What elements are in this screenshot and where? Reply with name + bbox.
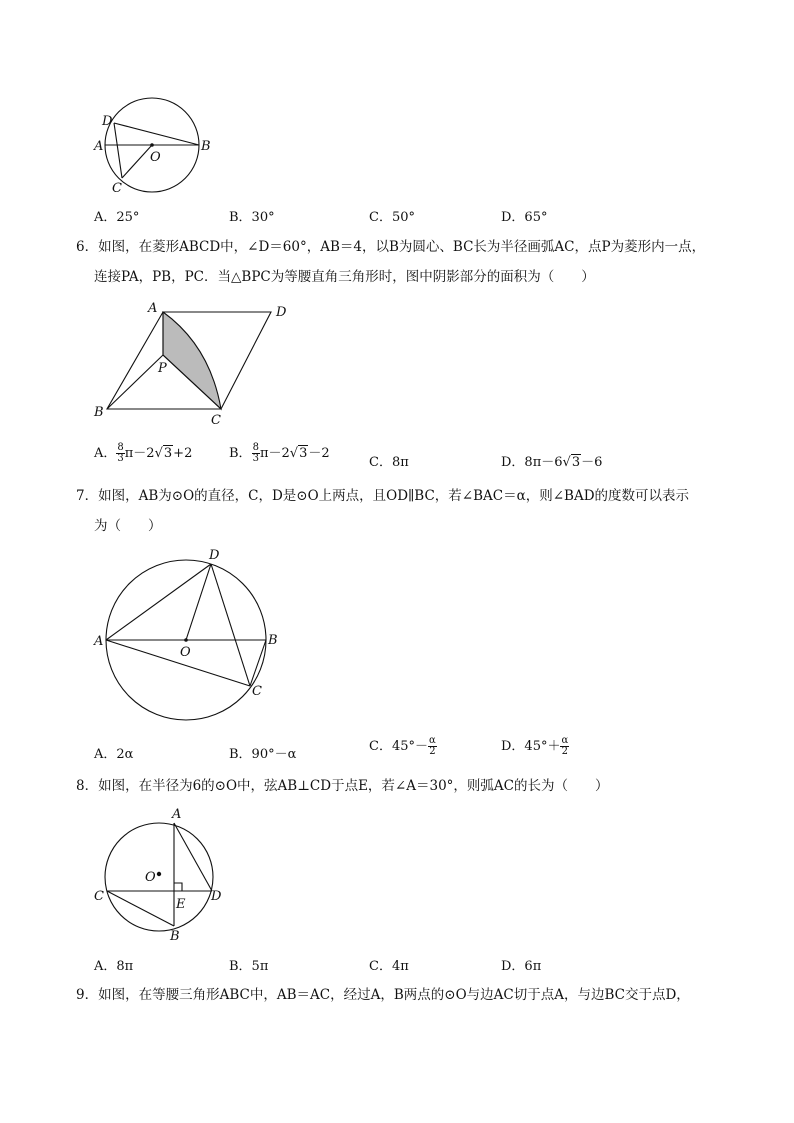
q6-stem-line1: 6．如图，在菱形ABCD中，∠D＝60°，AB＝4，以B为圆心、BC长为半径画弧AC，点P为菱形内一点， <box>76 239 706 255</box>
q8-right-angle-mark <box>174 883 182 891</box>
q7-label-a: A <box>94 634 104 649</box>
q8-stem-line1: 8．如图，在半径为6的⊙O中，弦AB⊥CD于点E，若∠A＝30°，则弧AC的长为（ ） <box>76 778 609 794</box>
q5-option-a[interactable]: A．25° <box>94 210 140 225</box>
q6-label-d: D <box>276 305 287 320</box>
q5-figure <box>85 95 215 205</box>
q7-option-a[interactable]: A．2α <box>94 747 134 762</box>
q8-option-b[interactable]: B．5π <box>229 959 269 974</box>
q8-circle <box>105 823 213 931</box>
q6-option-c[interactable]: C．8π <box>369 455 409 470</box>
q8-option-a[interactable]: A．8π <box>94 959 134 974</box>
q7-option-c-fraction: $\frac{\alpha}{2}$ <box>429 735 436 757</box>
q6-label-b: B <box>94 405 104 420</box>
q6-figure <box>88 298 298 430</box>
q8-chord-cb <box>107 891 174 926</box>
q5-label-c: C <box>112 181 122 196</box>
q7-stem-line1: 7．如图，AB为⊙O的直径，C，D是⊙O上两点，且OD∥BC，若∠BAC＝α，则∠BAD的度数可以表示 <box>76 488 690 504</box>
q7-option-d-fraction: $\frac{\alpha}{2}$ <box>561 735 569 757</box>
q8-figure <box>90 804 240 944</box>
q8-center-dot <box>157 872 161 876</box>
q8-label-a: A <box>172 807 182 822</box>
q5-label-o: O <box>150 150 161 165</box>
q8-chord-ad <box>174 823 212 891</box>
q7-label-c: C <box>252 684 262 699</box>
q7-chord-ad <box>106 564 211 640</box>
q8-label-b: B <box>170 929 180 944</box>
q8-label-d: D <box>211 889 222 904</box>
q7-option-c[interactable]: C．45°－ $\frac{\alpha}{2}$ <box>369 735 436 757</box>
q8-label-e: E <box>176 897 186 912</box>
q5-chord-db <box>114 123 199 145</box>
q7-figure <box>90 543 290 728</box>
q6-stem-line2: 连接PA，PB，PC．当△BPC为等腰直角三角形时，图中阴影部分的面积为（ ） <box>94 269 595 285</box>
q7-chord-bc <box>250 640 266 686</box>
q5-option-b[interactable]: B．30° <box>229 210 275 225</box>
q6-label-c: C <box>211 413 221 428</box>
q7-chord-dc <box>211 564 250 686</box>
q6-shaded-region <box>163 312 221 409</box>
q7-radius-od <box>186 564 211 640</box>
q6-option-a-prefix: A． <box>94 446 117 461</box>
q5-option-d[interactable]: D．65° <box>501 210 548 225</box>
q8-option-c[interactable]: C．4π <box>369 959 409 974</box>
q7-label-d: D <box>209 548 220 563</box>
q5-option-c[interactable]: C．50° <box>369 210 415 225</box>
q7-stem-line2: 为（ ） <box>94 518 162 534</box>
q5-radius-oc <box>122 145 152 178</box>
q8-option-d[interactable]: D．6π <box>501 959 542 974</box>
q5-center-dot <box>150 143 154 147</box>
q9-stem-line1: 9．如图，在等腰三角形ABC中，AB＝AC，经过A，B两点的⊙O与边AC切于点A，与边BC交于点D， <box>76 987 690 1003</box>
q7-option-d[interactable]: D．45°＋ $\frac{\alpha}{2}$ <box>501 735 569 757</box>
q6-segment-pb <box>107 355 163 409</box>
q6-option-a-fraction: $\frac{8}{3}$ <box>117 442 124 464</box>
q7-center-dot <box>184 638 188 642</box>
q6-option-a[interactable]: A． $\frac{8}{3}$ π－2√3+2 <box>94 442 193 464</box>
q7-chord-ac <box>106 640 250 686</box>
q7-label-o: O <box>180 645 191 660</box>
q6-option-b-prefix: B． <box>229 446 252 461</box>
q5-label-b: B <box>201 139 211 154</box>
q7-option-b[interactable]: B．90°－α <box>229 747 297 762</box>
q6-label-a: A <box>148 301 158 316</box>
q6-label-p: P <box>158 361 167 376</box>
q5-label-a: A <box>94 139 104 154</box>
q7-label-b: B <box>268 633 278 648</box>
q6-option-b-fraction: $\frac{8}{3}$ <box>252 442 259 464</box>
q6-option-d[interactable]: D．8π－6√3－6 <box>501 455 603 470</box>
q8-label-c: C <box>94 889 104 904</box>
q8-label-o: O <box>145 870 156 885</box>
q6-option-b[interactable]: B． $\frac{8}{3}$ π－2√3－2 <box>229 442 330 464</box>
q5-label-d: D <box>102 114 113 129</box>
q5-chord-dc <box>114 123 122 178</box>
